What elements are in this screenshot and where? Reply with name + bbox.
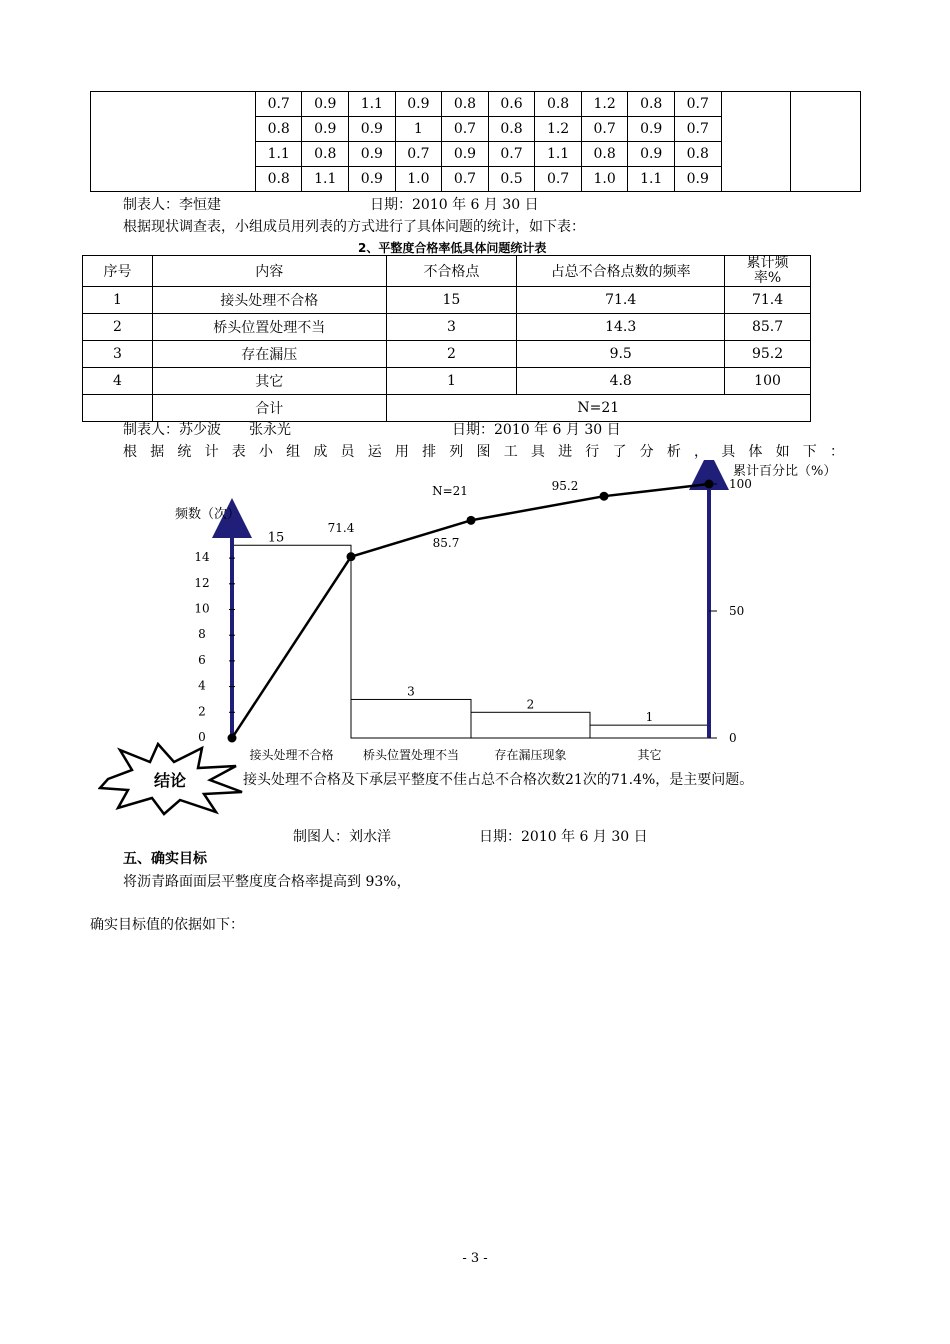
survey-cell: 0.9 xyxy=(349,117,396,142)
survey-cell: 1.2 xyxy=(581,92,628,117)
survey-cell: 0.7 xyxy=(442,117,489,142)
left-axis-title: 频数（次） xyxy=(175,507,241,522)
survey-cell: 0.7 xyxy=(255,92,302,117)
survey-cell: 1.2 xyxy=(535,117,582,142)
chart-maker: 制图人：刘水洋 xyxy=(293,829,391,845)
left-axis-tick-label: 2 xyxy=(198,704,206,719)
survey-cell: 1.1 xyxy=(255,142,302,167)
section5-basis: 确实目标值的依据如下： xyxy=(90,917,244,933)
left-axis-tick-label: 14 xyxy=(194,550,210,565)
survey-cell: 0.8 xyxy=(255,117,302,142)
survey-cell: 0.9 xyxy=(674,167,721,192)
stat-maker: 制表人：苏少波 张永光 xyxy=(123,422,291,438)
page-number: - 3 - xyxy=(462,1251,488,1266)
pareto-category-label: 接头处理不合格 xyxy=(249,748,334,762)
stat-cell: 3 xyxy=(386,314,517,341)
survey-cell: 0.9 xyxy=(302,92,349,117)
section5-title: 五、确实目标 xyxy=(123,851,207,867)
survey-cell: 1.0 xyxy=(395,167,442,192)
stat-cell: 桥头位置处理不当 xyxy=(152,314,386,341)
stat-total-blank xyxy=(83,395,153,422)
stat-cell: 4.8 xyxy=(517,368,725,395)
survey-extra-cell-b xyxy=(791,92,861,192)
stat-cell: 1 xyxy=(386,368,517,395)
pareto-category-label: 其它 xyxy=(637,748,662,762)
pareto-intro: 根据统计表小组成员运用排列图工具进行了分析，具体如下： xyxy=(123,444,848,460)
survey-cell: 0.8 xyxy=(255,167,302,192)
pareto-bar-label: 15 xyxy=(267,530,285,546)
stat-cell: 3 xyxy=(83,341,153,368)
survey-date: 日期：2010 年 6 月 30 日 xyxy=(370,197,539,213)
survey-row xyxy=(91,92,861,117)
stat-total-row xyxy=(83,395,811,422)
stat-cell: 存在漏压 xyxy=(152,341,386,368)
survey-blank-cell xyxy=(91,92,256,192)
right-axis-tick-label: 100 xyxy=(729,477,752,491)
cumulative-label: 71.4 xyxy=(327,521,355,535)
survey-cell: 0.8 xyxy=(302,142,349,167)
survey-cell: 1.1 xyxy=(628,167,675,192)
right-axis-tick-label: 50 xyxy=(729,604,745,618)
stat-header-cell: 序号 xyxy=(83,256,153,287)
stat-row xyxy=(83,314,811,341)
stat-header-cell: 累计频率% xyxy=(725,256,811,287)
survey-cell: 1.0 xyxy=(581,167,628,192)
section5-goal: 将沥青路面面层平整度度合格率提高到 93%， xyxy=(123,874,411,890)
left-axis-tick-label: 8 xyxy=(198,627,206,642)
left-axis-tick-label: 4 xyxy=(198,678,206,693)
survey-cell: 1.1 xyxy=(302,167,349,192)
survey-cell: 0.8 xyxy=(442,92,489,117)
survey-cell: 0.8 xyxy=(674,142,721,167)
survey-extra-cell-a xyxy=(721,92,791,192)
stat-cell: 2 xyxy=(386,341,517,368)
left-axis-tick-label: 6 xyxy=(198,652,206,667)
survey-cell: 0.8 xyxy=(535,92,582,117)
survey-cell: 0.9 xyxy=(302,117,349,142)
pareto-chart xyxy=(0,460,950,770)
stat-cell: 71.4 xyxy=(517,287,725,314)
stat-header-cell: 不合格点 xyxy=(386,256,517,287)
survey-cell: 0.9 xyxy=(628,117,675,142)
intro-text: 根据现状调查表，小组成员用列表的方式进行了具体问题的统计，如下表： xyxy=(123,219,585,235)
left-axis-tick-label: 0 xyxy=(198,730,206,744)
pareto-category-label: 桥头位置处理不当 xyxy=(362,748,460,762)
survey-cell: 0.8 xyxy=(488,117,535,142)
conclusion-badge xyxy=(98,742,246,816)
stat-cell: 1 xyxy=(83,287,153,314)
cumulative-label: 85.7 xyxy=(432,536,460,550)
stat-cell: 其它 xyxy=(152,368,386,395)
chart-date: 日期：2010 年 6 月 30 日 xyxy=(479,829,648,845)
pareto-bar-label: 1 xyxy=(645,710,654,725)
stat-cell: 100 xyxy=(725,368,811,395)
stat-cell: 4 xyxy=(83,368,153,395)
survey-cell: 0.7 xyxy=(442,167,489,192)
survey-cell: 1.1 xyxy=(349,92,396,117)
survey-cell: 1.1 xyxy=(535,142,582,167)
stat-header-row xyxy=(83,256,811,287)
stat-cell: 接头处理不合格 xyxy=(152,287,386,314)
stat-cell: 85.7 xyxy=(725,314,811,341)
survey-cell: 0.6 xyxy=(488,92,535,117)
survey-cell: 1 xyxy=(395,117,442,142)
pareto-category-label: 存在漏压现象 xyxy=(494,748,567,762)
cumulative-point xyxy=(347,552,356,561)
stat-cell: 15 xyxy=(386,287,517,314)
left-axis-tick-label: 10 xyxy=(194,601,210,616)
conclusion-text: 接头处理不合格及下承层平整度不佳占总不合格次数21次的71.4%，是主要问题。 xyxy=(243,772,754,788)
stat-row xyxy=(83,368,811,395)
stat-row xyxy=(83,287,811,314)
stat-cell: 2 xyxy=(83,314,153,341)
stat-header-cell: 内容 xyxy=(152,256,386,287)
stat-total-value: N=21 xyxy=(386,395,810,422)
pareto-bar xyxy=(590,725,709,738)
pareto-bar xyxy=(471,712,590,738)
survey-cell: 0.7 xyxy=(674,117,721,142)
survey-cell: 0.9 xyxy=(628,142,675,167)
survey-cell: 0.7 xyxy=(395,142,442,167)
cumulative-label: 95.2 xyxy=(551,479,579,493)
pareto-bar-label: 3 xyxy=(407,684,415,699)
survey-maker: 制表人：李恒建 xyxy=(123,197,221,213)
stat-table-title: 2、平整度合格率低具体问题统计表 xyxy=(358,241,547,255)
stat-total-label: 合计 xyxy=(152,395,386,422)
stat-cell: 95.2 xyxy=(725,341,811,368)
pareto-bar-label: 2 xyxy=(526,697,535,712)
survey-cell: 0.9 xyxy=(349,142,396,167)
stat-cell: 9.5 xyxy=(517,341,725,368)
n-label: N=21 xyxy=(432,484,468,498)
survey-cell: 0.7 xyxy=(581,117,628,142)
cumulative-point xyxy=(600,492,609,501)
survey-cell: 0.9 xyxy=(395,92,442,117)
stat-row xyxy=(83,341,811,368)
survey-cell: 0.8 xyxy=(581,142,628,167)
right-axis-tick-label: 0 xyxy=(729,731,737,745)
survey-cell: 0.7 xyxy=(535,167,582,192)
survey-cell: 0.7 xyxy=(674,92,721,117)
stat-cell: 14.3 xyxy=(517,314,725,341)
survey-cell: 0.8 xyxy=(628,92,675,117)
stat-table xyxy=(82,255,811,422)
pareto-bar xyxy=(351,699,471,738)
stat-header-cell: 占总不合格点数的频率 xyxy=(517,256,725,287)
right-axis-title: 累计百分比（%） xyxy=(733,464,837,479)
stat-cell: 71.4 xyxy=(725,287,811,314)
survey-cell: 0.9 xyxy=(349,167,396,192)
stat-date: 日期：2010 年 6 月 30 日 xyxy=(452,422,621,438)
survey-table xyxy=(90,91,861,192)
cumulative-point xyxy=(705,480,714,489)
conclusion-badge-label: 结论 xyxy=(153,771,187,790)
survey-cell: 0.7 xyxy=(488,142,535,167)
left-axis-tick-label: 12 xyxy=(194,575,210,590)
survey-cell: 0.5 xyxy=(488,167,535,192)
cumulative-point xyxy=(467,516,476,525)
survey-cell: 0.9 xyxy=(442,142,489,167)
